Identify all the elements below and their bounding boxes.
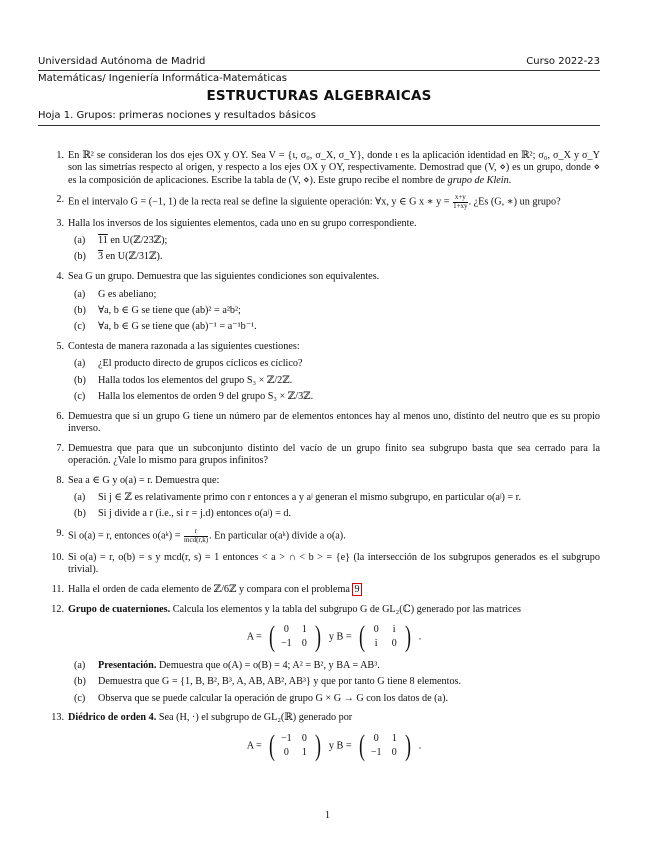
subitem-heading: Presentación. (98, 659, 157, 671)
header-rule-2 (38, 125, 600, 126)
problem-text: En el intervalo G = (−1, 1) de la recta real se define la siguiente operación: ∀x, y ∈ G x ∗ y = (68, 196, 453, 208)
problem-1 (38, 150, 600, 187)
subitem (68, 693, 600, 705)
subitem-text: Si j ∈ ℤ es relativamente primo con r entonces a y aʲ generan el mismo subgrupo, en particular o(aʲ) = r. (98, 492, 522, 504)
problem-reference-link[interactable]: 9 (354, 583, 360, 595)
problem-text-end: . En particular o(aᵏ) divide a o(a). (209, 530, 346, 542)
problem-number: 3. (56, 217, 64, 229)
problem-text: Halla los inversos de los siguientes elementos, cada uno en su grupo correspondiente. (68, 217, 417, 229)
subitem (68, 235, 600, 247)
subitem-label: (b) (74, 304, 86, 316)
problem-8 (38, 475, 600, 521)
left-paren: ( (359, 619, 366, 653)
subitem-text: en U(ℤ/23ℤ); (107, 235, 168, 247)
fraction-denominator: mcd(r,k) (184, 535, 209, 544)
header-degree-row (38, 73, 600, 84)
header-top-row (38, 56, 600, 67)
subitem (68, 358, 600, 370)
problem-number: 6. (56, 410, 64, 422)
subitem-text: G es abeliano; (98, 288, 157, 300)
matrix-entry: −1 (370, 746, 382, 758)
subitem-text: Demuestra que G = {1, B, B², B³, A, AB, AB², AB³} y que por tanto G tiene 8 elementos. (98, 676, 462, 688)
problem-4 (38, 271, 600, 333)
problem-text: Si o(a) = r, o(b) = s y mcd(r, s) = 1 entonces < a > ∩ < b > = {e} (la intersección de los subgrupos generados es el subgrupo trivial). (68, 551, 600, 576)
problem-11 (38, 584, 600, 596)
subitem-label: (b) (74, 251, 86, 263)
matrix-entry: i (374, 637, 378, 649)
problem-6 (38, 411, 600, 436)
subitem-label: (a) (74, 659, 86, 671)
problem-text: Halla el orden de cada elemento de ℤ/6ℤ y compara con el problema (68, 583, 353, 595)
right-paren: ) (315, 619, 322, 653)
subitem-label: (b) (74, 676, 86, 688)
matrix-a-label: A = (246, 631, 262, 643)
left-paren: ( (359, 728, 366, 762)
matrix-equation (68, 619, 600, 653)
problem-number: 8. (56, 474, 64, 486)
matrix-entry: 1 (301, 746, 307, 758)
problem-text: Sea a ∈ G y o(a) = r. Demuestra que: (68, 474, 220, 486)
problem-text: Demuestra que si un grupo G tiene un número par de elementos entonces hay al menos uno, distinto del neutro que es su propio inverso. (68, 410, 600, 434)
matrix-b (357, 728, 413, 762)
problem-number: 10. (51, 551, 64, 563)
problem-text: Demuestra que para que un subconjunto distinto del vacío de un grupo finito sea subgrupo basta que sea cerrado para la operación. ¿Vale lo mismo para grupos infinitos? (68, 442, 600, 467)
subitem (68, 321, 600, 333)
subitem (68, 508, 600, 520)
subitem-label: (a) (74, 235, 86, 247)
matrix-entry: 0 (373, 732, 379, 744)
matrix-entry: 0 (283, 746, 289, 758)
subitem-label: (c) (74, 321, 86, 333)
subitem-label: (b) (74, 374, 86, 386)
matrix-entry: 0 (301, 732, 307, 744)
subitem-list (68, 660, 600, 705)
subitem-list (68, 492, 600, 521)
fraction-numerator: x+y (454, 193, 466, 202)
problem-number: 9. (56, 528, 64, 540)
matrix-grid (277, 733, 313, 759)
problem-number: 7. (56, 442, 64, 454)
problem-number: 1. (56, 150, 64, 161)
subitem-text: Si j divide a r (i.e., si r = j.d) entonces o(aʲ) = d. (98, 508, 292, 520)
subitem (68, 305, 600, 317)
matrix-a (267, 728, 323, 762)
matrix-entry: 0 (391, 746, 397, 758)
sheet-row (38, 110, 600, 121)
subitem (68, 492, 600, 504)
sheet-title: Hoja 1. Grupos: primeras nociones y resultados básicos (38, 110, 317, 121)
problem-12 (38, 604, 600, 705)
problem-text: Si o(a) = r, entonces o(aᵏ) = (68, 530, 184, 542)
matrix-entry: i (392, 623, 396, 635)
subitem (68, 676, 600, 688)
subitem (68, 251, 600, 263)
matrix-entry: 1 (301, 623, 307, 635)
problem-list (38, 150, 600, 769)
subitem-list (68, 289, 600, 334)
degree-name: Matemáticas/ Ingeniería Informática-Matemáticas (38, 73, 287, 84)
problem-number: 4. (56, 271, 64, 283)
emphasis-text: grupo de Klein (447, 174, 509, 186)
left-paren: ( (269, 619, 276, 653)
subitem-text: ∀a, b ∈ G se tiene que (ab)² = a²b²; (98, 304, 241, 316)
fraction (184, 528, 208, 544)
right-paren: ) (315, 728, 322, 762)
subitem (68, 289, 600, 301)
problem-text: Contesta de manera razonada a las siguientes cuestiones: (68, 340, 300, 352)
subitem-text: ∀a, b ∈ G se tiene que (ab)⁻¹ = a⁻¹b⁻¹. (98, 321, 257, 333)
matrix-grid (367, 624, 403, 650)
right-paren: ) (405, 619, 412, 653)
subitem (68, 660, 600, 672)
matrix-entry: 1 (391, 732, 397, 744)
matrix-equation (68, 728, 600, 762)
subitem-label: (c) (74, 692, 86, 704)
subitem-list (68, 358, 600, 403)
fraction (453, 194, 467, 210)
subitem-text: ¿El producto directo de grupos cíclicos es cíclico? (98, 358, 303, 370)
matrix-end: . (418, 631, 422, 643)
problem-number: 12. (51, 603, 64, 615)
matrix-entry: 0 (373, 623, 379, 635)
right-paren: ) (405, 728, 412, 762)
problem-13 (38, 712, 600, 760)
problem-5 (38, 341, 600, 403)
class-element: 3 (98, 251, 104, 263)
subitem-label: (b) (74, 508, 86, 520)
matrix-end: . (418, 739, 422, 751)
matrix-grid (367, 733, 403, 759)
matrix-a (267, 619, 323, 653)
problem-10 (38, 552, 600, 577)
subitem-text: Halla todos los elementos del grupo S₃ × ℤ/2ℤ. (98, 374, 293, 386)
course-year: Curso 2022-23 (526, 56, 600, 67)
page-title: ESTRUCTURAS ALGEBRAICAS (206, 88, 432, 104)
subitem-label: (a) (74, 358, 86, 370)
subitem (68, 391, 600, 403)
problem-number: 2. (56, 194, 64, 206)
class-element: 11 (98, 235, 108, 247)
problem-text-end: . ¿Es (G, ∗) un grupo? (468, 196, 561, 208)
subitem-text: Halla los elementos de orden 9 del grupo S₃ × ℤ/3ℤ. (98, 390, 314, 402)
subitem (68, 375, 600, 387)
subitem-text: Observa que se puede calcular la operación de grupo G × G → G con los datos de (a). (98, 692, 449, 704)
matrix-entry: 0 (301, 637, 307, 649)
problem-number: 5. (56, 340, 64, 352)
problem-3 (38, 218, 600, 264)
matrix-entry: 0 (391, 637, 397, 649)
subitem-text: Demuestra que o(A) = o(B) = 4; A² = B², y BA = AB³. (156, 659, 380, 671)
matrix-b-label: y B = (328, 739, 352, 751)
matrix-grid (277, 624, 313, 650)
problem-text-end: . (508, 174, 512, 186)
fraction-numerator: r (184, 528, 208, 537)
subitem-text: en U(ℤ/31ℤ). (103, 251, 163, 263)
matrix-entry: −1 (281, 732, 292, 744)
subitem-label: (a) (74, 492, 86, 504)
matrix-a-label: A = (246, 739, 262, 751)
header-rule-1 (38, 70, 600, 71)
problem-9 (38, 528, 600, 544)
subitem-label: (c) (74, 390, 86, 402)
matrix-b (357, 619, 413, 653)
problem-text: En ℝ² se consideran los dos ejes OX y OY. Sea V = {ι, σ₀, σ_X, σ_Y}, donde ι es la aplicación identidad en ℝ²; σ₀, σ_X y σ_Y son las simetrías respecto al origen, y respecto a los ejes OX y OY, respectivamente. Demostrad que (V, ⋄) es un grupo, donde ⋄ es la composición de aplicaciones. Escribe la tabla de (V, ⋄). Este grupo recibe el nombre de (68, 150, 600, 186)
matrix-entry: 0 (283, 623, 289, 635)
problem-2 (38, 194, 600, 210)
subitem-label: (a) (74, 288, 86, 300)
problem-heading: Grupo de cuaterniones. (68, 603, 171, 615)
matrix-entry: −1 (281, 637, 292, 649)
page-number: 1 (324, 810, 331, 821)
university-name: Universidad Autónoma de Madrid (38, 56, 206, 67)
matrix-b-label: y B = (328, 631, 352, 643)
problem-number: 13. (51, 712, 64, 724)
problem-7 (38, 443, 600, 468)
problem-text: Sea G un grupo. Demuestra que las siguientes condiciones son equivalentes. (68, 271, 380, 283)
problem-number: 11. (51, 583, 64, 595)
left-paren: ( (269, 728, 276, 762)
problem-text: Calcula los elementos y la tabla del subgrupo G de GL₂(ℂ) generado por las matrices (170, 603, 522, 615)
problem-heading: Diédrico de orden 4. (68, 712, 157, 724)
subitem-list (68, 235, 600, 264)
problem-text: Sea (H, ·) el subgrupo de GL₂(ℝ) generado por (156, 712, 353, 724)
fraction-denominator: 1+xy (453, 201, 468, 210)
